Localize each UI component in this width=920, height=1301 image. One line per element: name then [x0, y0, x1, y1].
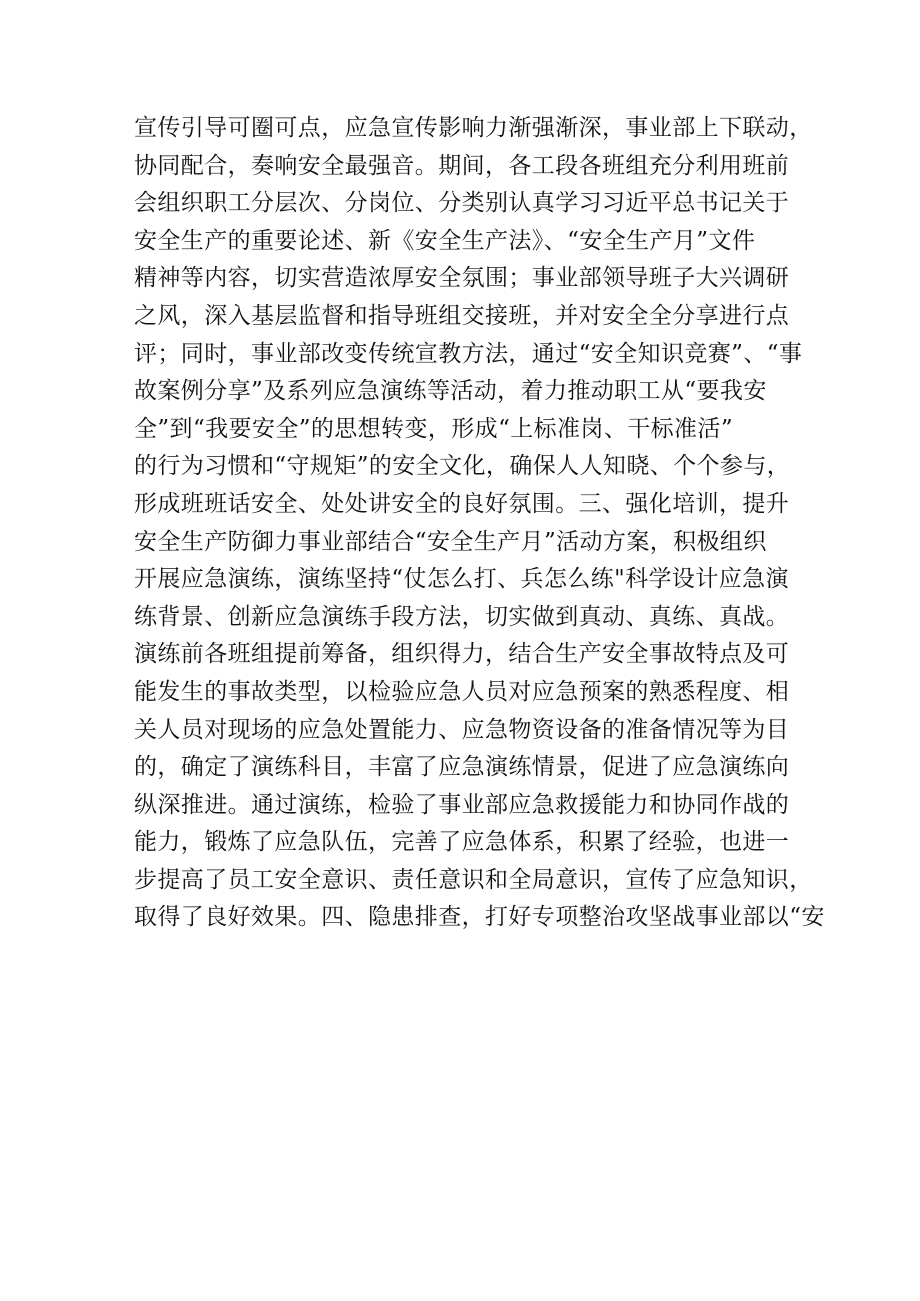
body-paragraph [134, 110, 825, 937]
text-line-21: 步提高了员工安全意识、责任意识和全局意识，宣传了应急知识， [134, 866, 813, 893]
text-line-3: 会组织职工分层次、分岗位、分类别认真学习习近平总书记关于 [134, 190, 790, 217]
text-line-17: 关人员对现场的应急处置能力、应急物资设备的准备情况等为目 [134, 716, 790, 743]
text-line-15: 演练前各班组提前筹备，组织得力，结合生产安全事故特点及可 [134, 641, 790, 668]
text-line-5: 精神等内容，切实营造浓厚安全氛围；事业部领导班子大兴调研 [134, 265, 790, 292]
text-line-2: 协同配合，奏响安全最强音。期间，各工段各班组充分利用班前 [134, 152, 790, 179]
text-line-11: 形成班班话安全、处处讲安全的良好氛围。三、强化培训，提升 [134, 490, 790, 517]
text-line-14: 练背景、创新应急演练手段方法，切实做到真动、真练、真战。 [134, 603, 790, 630]
text-line-7: 评；同时，事业部改变传统宣教方法，通过“安全知识竞赛”、“事 [134, 340, 803, 367]
text-line-12: 安全生产防御力事业部结合“安全生产月”活动方案，积极组织 [134, 528, 767, 555]
text-line-8: 故案例分享”及系列应急演练等活动，着力推动职工从“要我安 [134, 378, 767, 405]
text-line-6: 之风，深入基层监督和指导班组交接班，并对安全全分享进行点 [134, 302, 790, 329]
text-line-19: 纵深推进。通过演练，检验了事业部应急救援能力和协同作战的 [134, 791, 790, 818]
text-line-16: 能发生的事故类型，以检验应急人员对应急预案的熟悉程度、相 [134, 678, 790, 705]
text-line-18: 的，确定了演练科目，丰富了应急演练情景，促进了应急演练向 [134, 754, 790, 781]
text-line-20: 能力，锻炼了应急队伍，完善了应急体系，积累了经验，也进一 [134, 829, 790, 856]
text-line-4: 安全生产的重要论述、新《安全生产法》、“安全生产月”文件 [134, 227, 756, 254]
text-line-22: 取得了良好效果。四、隐患排查，打好专项整治攻坚战事业部以“安 [134, 904, 825, 931]
text-line-1: 宣传引导可圈可点，应急宣传影响力渐强渐深，事业部上下联动， [134, 115, 813, 141]
text-line-9: 全”到“我要安全”的思想转变，形成“上标准岗、干标准活” [134, 415, 733, 442]
text-line-13: 开展应急演练，演练坚持“仗怎么打、兵怎么练"科学设计应急演 [134, 566, 789, 593]
text-line-10: 的行为习惯和“守规矩”的安全文化，确保人人知晓、个个参与， [134, 453, 791, 480]
